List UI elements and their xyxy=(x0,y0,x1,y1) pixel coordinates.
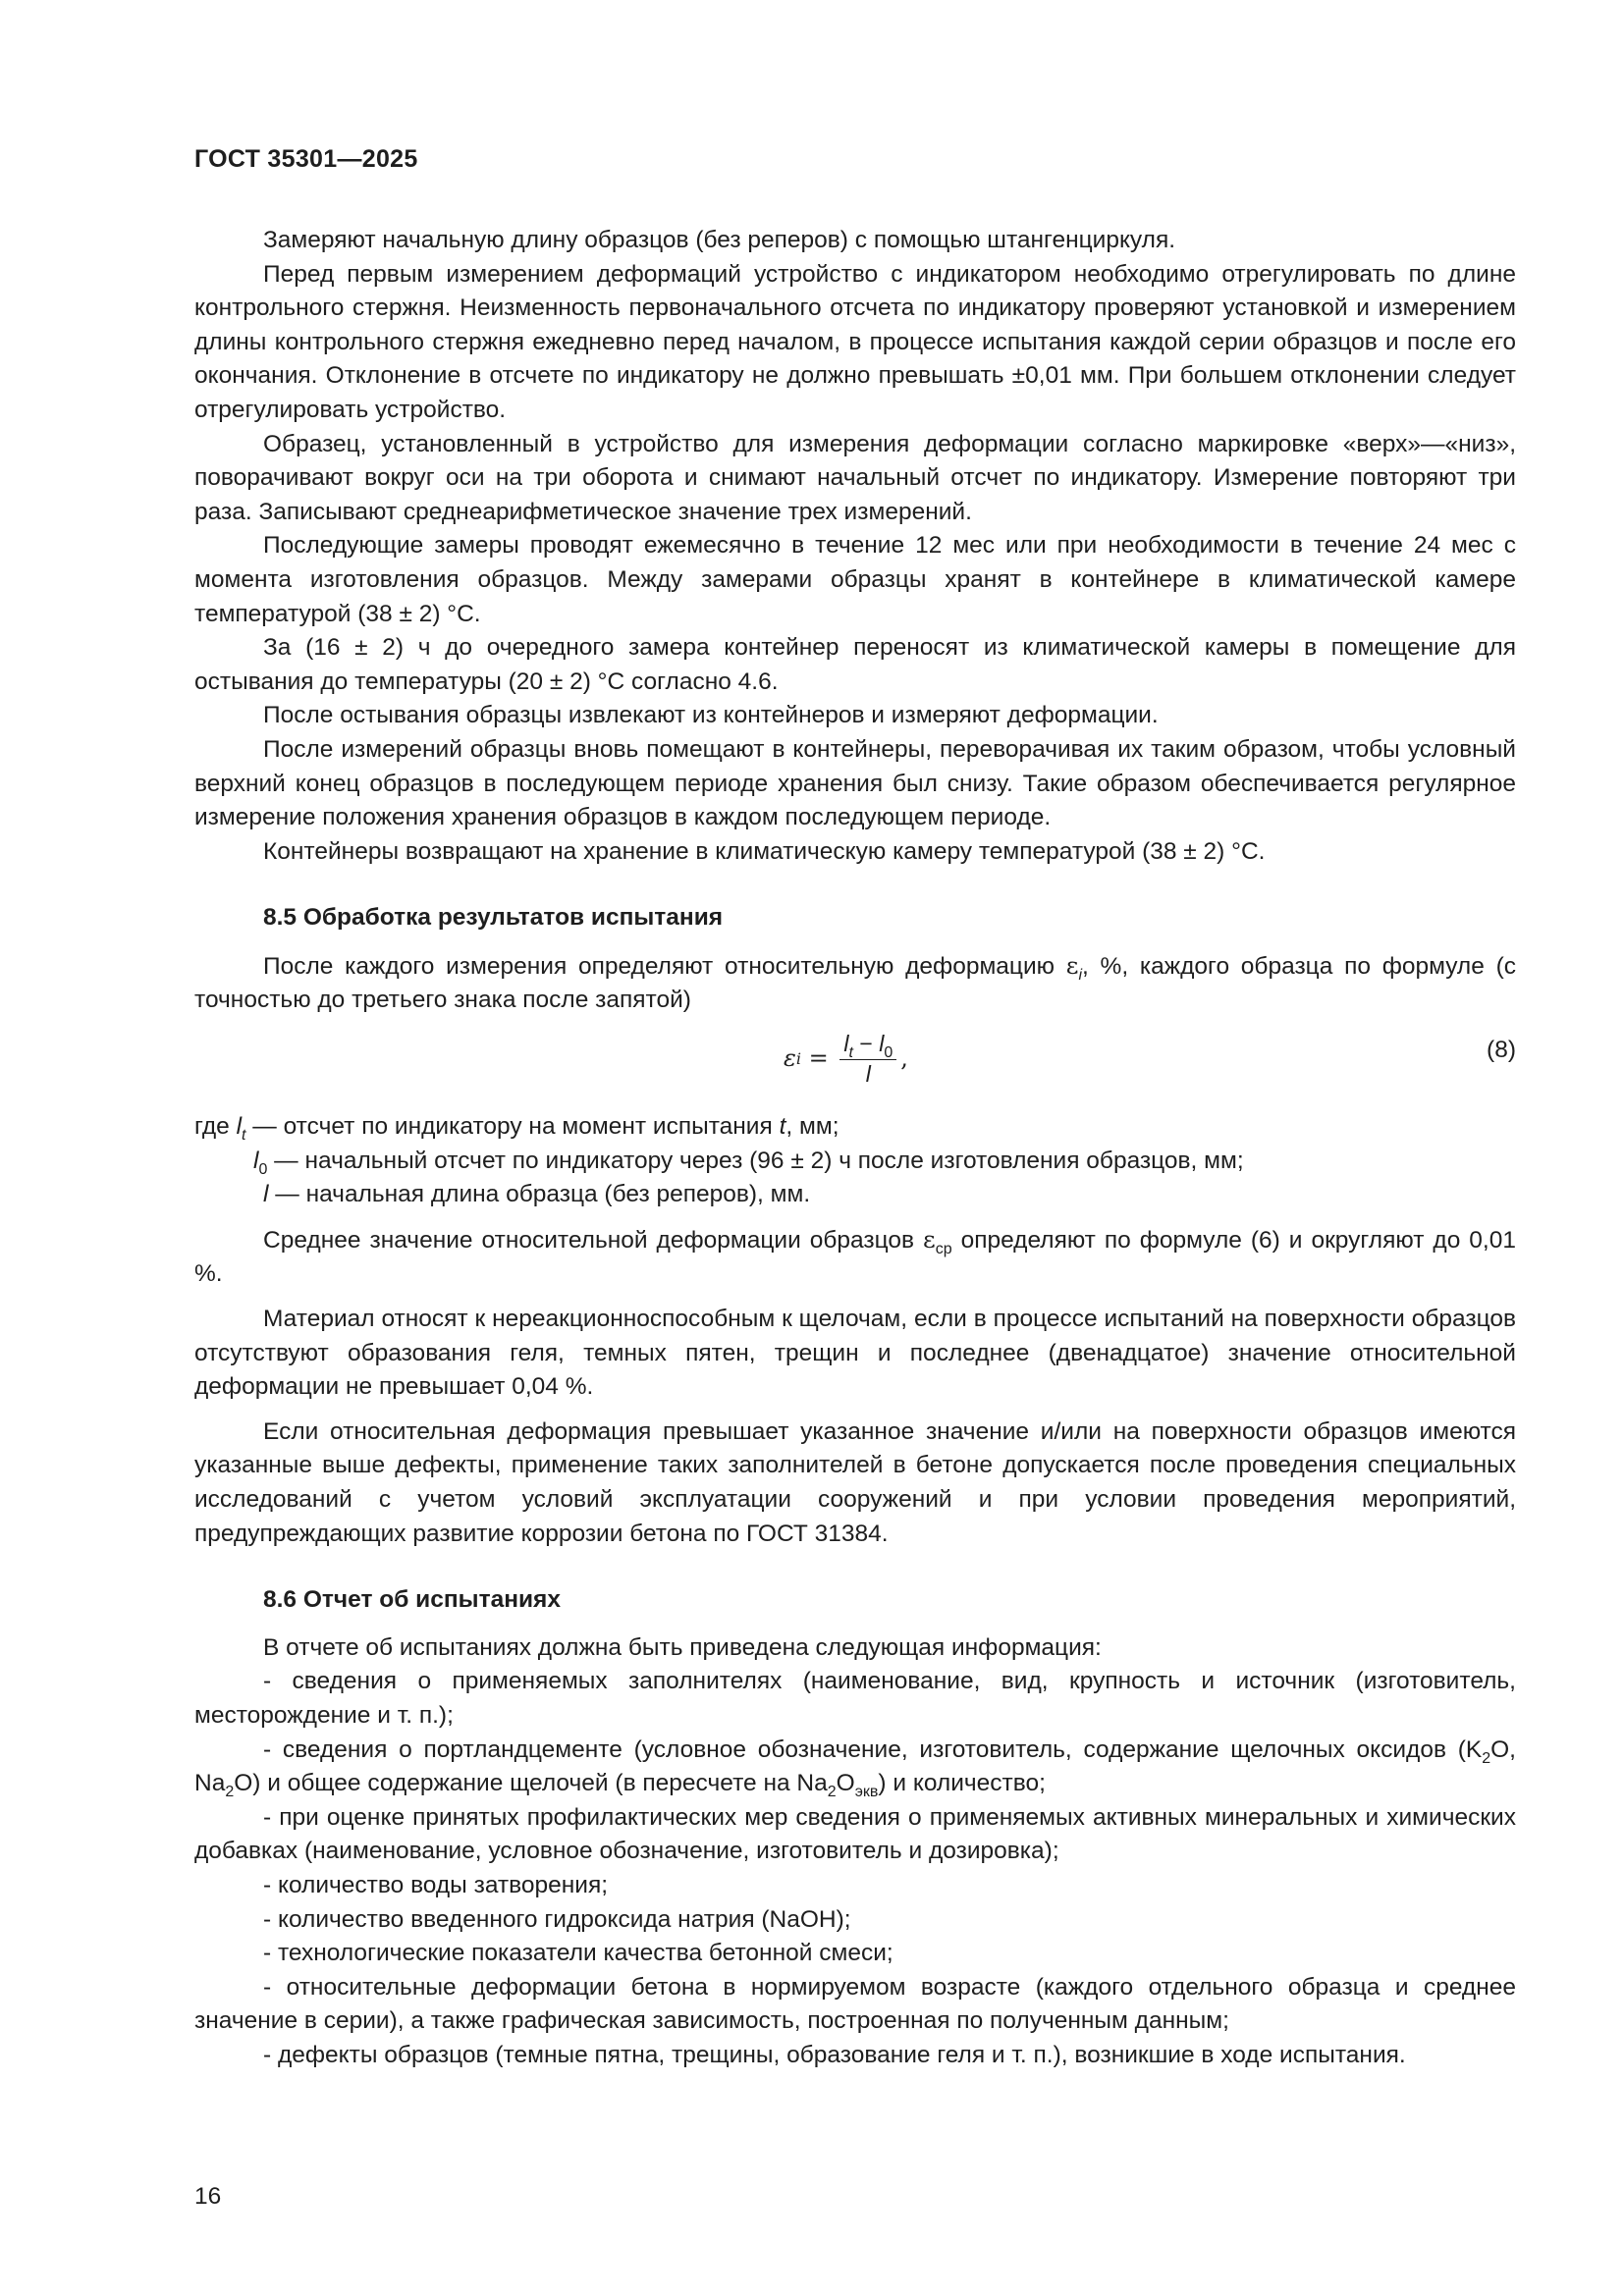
page-content xyxy=(194,224,1516,2073)
paragraph-average: Среднее значение относительной деформации образцов $\varepsilon_{ср}$ определяют по формуле (6) и округляют до 0,01 %. xyxy=(194,1224,1516,1288)
variable-definition: $l_0$ — начальный отсчет по индикатору через (96 ± 2) ч после изготовления образцов, мм; xyxy=(253,1147,1244,1178)
paragraph: После остывания образцы извлекают из контейнеров и измеряют деформации. xyxy=(263,702,1159,729)
list-item: - количество введенного гидроксида натрия (NaOH); xyxy=(263,1905,851,1933)
paragraph: Перед первым измерением деформаций устройство с индикатором необходимо отрегулировать по длине контрольного стержня. Неизменность первоначального отсчета по индикатору проверяют установкой и измерением длины контрольного стержня ежедневно перед началом, в процессе испытания каждой серии образцов и после его окончания. Отклонение в отсчете по индикатору не должно превышать ±0,01 мм. При большем отклонении следует отрегулировать устройство. xyxy=(194,260,1516,423)
paragraph: После измерений образцы вновь помещают в контейнеры, переворачивая их таким образом, чтобы условный верхний конец образцов в последующем периоде хранения был снизу. Такие образом обеспечивается регулярное измерение положения хранения образцов в каждом последующем периоде. xyxy=(194,735,1516,831)
formula-number: (8) xyxy=(1487,1037,1516,1064)
formula-intro-paragraph: После каждого измерения определяют относительную деформацию $\varepsilon_i$, %, каждого образца по формуле (с точностью до третьего знака после запятой) xyxy=(194,950,1516,1014)
list-item: - дефекты образцов (темные пятна, трещины, образование геля и т. п.), возникшие в ходе испытания. xyxy=(263,2041,1406,2068)
section-heading-8-5: 8.5 Обработка результатов испытания xyxy=(263,904,724,932)
variable-definition: l — начальная длина образца (без реперов), мм. xyxy=(263,1181,811,1208)
formula-8 xyxy=(194,1022,1516,1102)
variable-definition: где $l_t$ — отсчет по индикатору на момент испытания t, мм; xyxy=(194,1113,839,1145)
list-item: - при оценке принятых профилактических мер сведения о применяемых активных минеральных и химических добавках (наименование, условное обозначение, изготовитель и дозировка); xyxy=(194,1803,1516,1865)
document-code-header: ГОСТ 35301—2025 xyxy=(194,145,418,173)
formula-fraction: $\frac{l_t - l_0}{l}$ xyxy=(839,1030,896,1088)
paragraph: В отчете об испытаниях должна быть приведена следующая информация: xyxy=(263,1633,1102,1661)
page-number: 16 xyxy=(194,2183,222,2210)
paragraph: Последующие замеры проводят ежемесячно в течение 12 мес или при необходимости в течение 24 мес с момента изготовления образцов. Между замерами образцы хранят в контейнере в климатической камере температурой (38 ± 2) °C. xyxy=(194,532,1516,627)
paragraph: Если относительная деформация превышает указанное значение и/или на поверхности образцов имеются указанные выше дефекты, применение таких заполнителей в бетоне допускается после проведения специальных исследований с учетом условий эксплуатации сооружений и при условии проведения мероприятий, предупреждающих развитие коррозии бетона по ГОСТ 31384. xyxy=(194,1417,1516,1547)
paragraph: Образец, установленный в устройство для измерения деформации согласно маркировке «верх»—«низ», поворачивают вокруг оси на три оборота и снимают начальный отсчет по индикатору. Измерение повторяют три раза. Записывают среднеарифметическое значение трех измерений. xyxy=(194,430,1516,525)
paragraph: Контейнеры возвращают на хранение в климатическую камеру температурой (38 ± 2) °C. xyxy=(263,837,1266,865)
formula-body: ε i = $\frac{l_t - l_0}{l}$ , xyxy=(784,1031,908,1088)
paragraph: За (16 ± 2) ч до очередного замера контейнер переносят из климатической камеры в помещение для остывания до температуры (20 ± 2) °C согласно 4.6. xyxy=(194,634,1516,695)
list-item: - сведения о применяемых заполнителях (наименование, вид, крупность и источник (изготовитель, месторождение и т. п.); xyxy=(194,1668,1516,1729)
paragraph: Материал относят к нереакционноспособным к щелочам, если в процессе испытаний на поверхности образцов отсутствуют образования геля, темных пятен, трещин и последнее (двенадцатое) значение относительной деформации не превышает 0,04 %. xyxy=(194,1306,1516,1401)
list-item: - относительные деформации бетона в нормируемом возрасте (каждого отдельного образца и среднее значение в серии), а также графическая зависимость, построенная по полученным данным; xyxy=(194,1973,1516,2035)
list-item: - сведения о портландцементе (условное обозначение, изготовитель, содержание щелочных оксидов ($K_2O$, $Na_2O$) и общее содержание щелочей (в пересчете на $Na_2O_{экв}$) и количество; xyxy=(194,1735,1516,1801)
list-item: - технологические показатели качества бетонной смеси; xyxy=(263,1940,893,1967)
section-heading-8-6: 8.6 Отчет об испытаниях xyxy=(263,1586,561,1614)
paragraph: Замеряют начальную длину образцов (без реперов) с помощью штангенциркуля. xyxy=(263,227,1176,253)
list-item: - количество воды затворения; xyxy=(263,1871,609,1898)
